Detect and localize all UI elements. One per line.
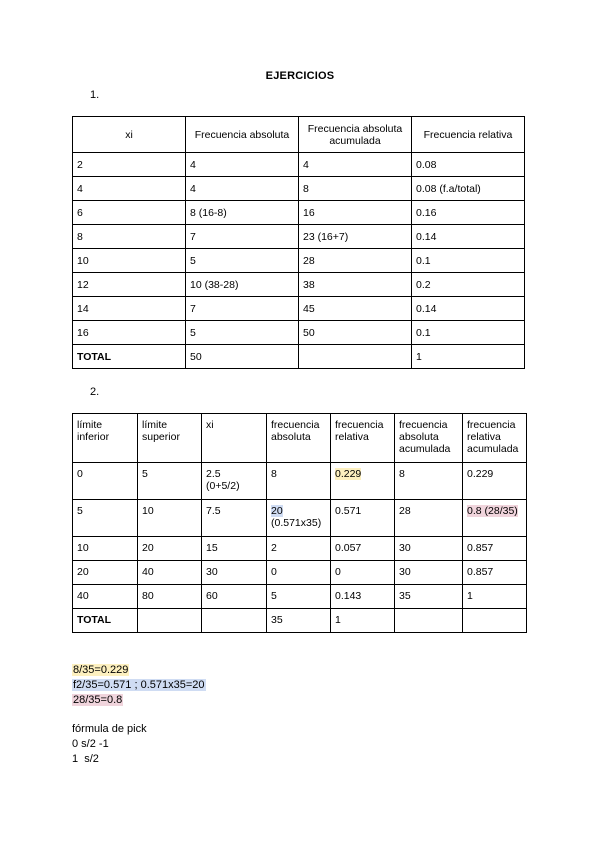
cell: 7 xyxy=(186,225,299,249)
cell: 6 xyxy=(73,201,186,225)
table-header-row xyxy=(73,117,525,153)
table-row xyxy=(73,321,525,345)
table-row xyxy=(73,463,527,500)
cell xyxy=(463,609,527,633)
note-line: 1 s/2 xyxy=(72,753,99,765)
cell xyxy=(267,500,331,537)
cell-note: (0+5/2) xyxy=(206,480,240,492)
cell: 30 xyxy=(395,561,463,585)
cell: 14 xyxy=(73,297,186,321)
cell-value: 2.5 xyxy=(206,468,221,480)
cell: 0.14 xyxy=(412,225,525,249)
cell: 35 xyxy=(395,585,463,609)
cell: 60 xyxy=(202,585,267,609)
cell: 50 xyxy=(299,321,412,345)
highlighted-value: 20 xyxy=(271,505,283,517)
header-cell: Frecuencia absoluta acumulada xyxy=(299,117,412,153)
cell: 0.857 xyxy=(463,537,527,561)
cell xyxy=(138,609,202,633)
cell: 4 xyxy=(73,177,186,201)
cell: 8 (16-8) xyxy=(186,201,299,225)
table-row xyxy=(73,561,527,585)
cell: 28 xyxy=(299,249,412,273)
table-row xyxy=(73,273,525,297)
cell: 5 xyxy=(186,249,299,273)
cell: 10 xyxy=(73,537,138,561)
header-cell: frecuencia relativa acumulada xyxy=(463,414,527,463)
cell-note: (0.571x35) xyxy=(271,517,322,529)
table-exercise-1 xyxy=(72,116,525,369)
cell: 4 xyxy=(186,177,299,201)
cell: 45 xyxy=(299,297,412,321)
header-cell: límite inferior xyxy=(73,414,138,463)
cell: 20 xyxy=(73,561,138,585)
cell: 5 xyxy=(267,585,331,609)
cell xyxy=(463,500,527,537)
cell: 0.08 (f.a/total) xyxy=(412,177,525,201)
cell: 28 xyxy=(395,500,463,537)
highlighted-value: 0.229 xyxy=(335,468,362,480)
table-row xyxy=(73,585,527,609)
cell: 8 xyxy=(299,177,412,201)
cell: 0.2 xyxy=(412,273,525,297)
cell: 4 xyxy=(186,153,299,177)
cell: 40 xyxy=(138,561,202,585)
exercise-number-1: 1. xyxy=(90,89,100,101)
cell: 8 xyxy=(267,463,331,500)
cell: 0.1 xyxy=(412,321,525,345)
cell: 0.229 xyxy=(463,463,527,500)
cell: 23 (16+7) xyxy=(299,225,412,249)
table-row xyxy=(73,225,525,249)
cell: 8 xyxy=(73,225,186,249)
cell: 0.08 xyxy=(412,153,525,177)
cell: 2 xyxy=(267,537,331,561)
cell: 1 xyxy=(463,585,527,609)
cell: 0 xyxy=(267,561,331,585)
cell: 35 xyxy=(267,609,331,633)
table-exercise-2 xyxy=(72,413,527,633)
cell: 0 xyxy=(331,561,395,585)
cell: 2 xyxy=(73,153,186,177)
cell: 0 xyxy=(73,463,138,500)
cell: 10 xyxy=(138,500,202,537)
cell: 10 (38-28) xyxy=(186,273,299,297)
note-line: 0 s/2 -1 xyxy=(72,738,109,750)
cell: 8 xyxy=(395,463,463,500)
cell: 7.5 xyxy=(202,500,267,537)
cell xyxy=(299,345,412,369)
cell: 0.057 xyxy=(331,537,395,561)
note-line: 28/35=0.8 xyxy=(73,694,123,706)
header-cell: frecuencia absoluta xyxy=(267,414,331,463)
cell: 40 xyxy=(73,585,138,609)
note-line: f2/35=0.571 ; 0.571x35=20 xyxy=(73,679,205,691)
cell: 12 xyxy=(73,273,186,297)
cell: 1 xyxy=(412,345,525,369)
header-cell: límite superior xyxy=(138,414,202,463)
cell: 20 xyxy=(138,537,202,561)
table-row xyxy=(73,500,527,537)
cell: 5 xyxy=(73,500,138,537)
cell: 30 xyxy=(395,537,463,561)
cell: 7 xyxy=(186,297,299,321)
note-line: fórmula de pick xyxy=(72,723,147,735)
table-total-row xyxy=(73,609,527,633)
header-cell: frecuencia absoluta acumulada xyxy=(395,414,463,463)
header-cell: Frecuencia absoluta xyxy=(186,117,299,153)
cell: 0.571 xyxy=(331,500,395,537)
page-title: EJERCICIOS xyxy=(265,70,335,82)
table-row xyxy=(73,177,525,201)
cell: 16 xyxy=(73,321,186,345)
cell: 5 xyxy=(186,321,299,345)
cell: 5 xyxy=(138,463,202,500)
cell: 0.1 xyxy=(412,249,525,273)
cell xyxy=(202,609,267,633)
cell: TOTAL xyxy=(73,609,138,633)
highlighted-value: 0.8 (28/35) xyxy=(467,505,518,517)
cell: 10 xyxy=(73,249,186,273)
cell: 80 xyxy=(138,585,202,609)
header-cell: Frecuencia relativa xyxy=(412,117,525,153)
cell: 30 xyxy=(202,561,267,585)
cell: 0.14 xyxy=(412,297,525,321)
header-cell: xi xyxy=(202,414,267,463)
table-row xyxy=(73,537,527,561)
table-row xyxy=(73,297,525,321)
cell: 0.857 xyxy=(463,561,527,585)
table-row xyxy=(73,249,525,273)
table-row xyxy=(73,201,525,225)
cell: 15 xyxy=(202,537,267,561)
cell xyxy=(331,463,395,500)
cell: 0.16 xyxy=(412,201,525,225)
cell xyxy=(395,609,463,633)
cell: TOTAL xyxy=(73,345,186,369)
note-line: 8/35=0.229 xyxy=(73,664,129,676)
header-cell: xi xyxy=(73,117,186,153)
table-row xyxy=(73,153,525,177)
exercise-number-2: 2. xyxy=(90,386,100,398)
table-total-row xyxy=(73,345,525,369)
cell: 4 xyxy=(299,153,412,177)
header-cell: frecuencia relativa xyxy=(331,414,395,463)
cell: 50 xyxy=(186,345,299,369)
table-header-row xyxy=(73,414,527,463)
cell: 1 xyxy=(331,609,395,633)
cell: 16 xyxy=(299,201,412,225)
cell xyxy=(202,463,267,500)
notes-block xyxy=(72,663,206,767)
cell: 0.143 xyxy=(331,585,395,609)
cell: 38 xyxy=(299,273,412,297)
